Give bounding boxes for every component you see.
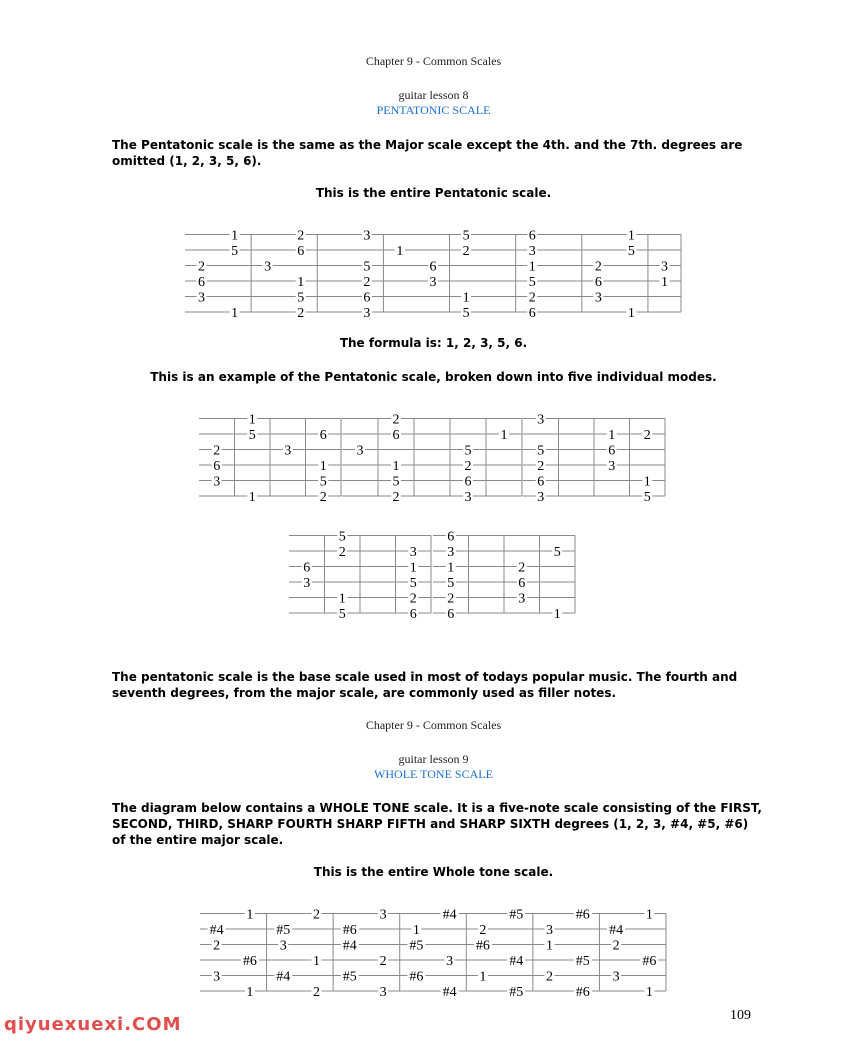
note-label: 5 bbox=[464, 443, 472, 459]
note-label: 6 bbox=[213, 459, 221, 474]
page-number: 109 bbox=[730, 1008, 751, 1023]
note-label: 1 bbox=[248, 490, 256, 505]
note-label: 1 bbox=[447, 560, 455, 576]
note-label: #4 bbox=[276, 969, 291, 985]
note-label: 3 bbox=[356, 443, 364, 459]
note-label: #5 bbox=[575, 954, 590, 969]
note-label: 2 bbox=[213, 443, 221, 459]
note-label: #4 bbox=[342, 938, 357, 954]
note-label: 5 bbox=[462, 306, 470, 321]
note-label: 2 bbox=[363, 275, 371, 290]
note-label: 3 bbox=[264, 259, 272, 275]
note-label: 1 bbox=[528, 259, 536, 275]
chapter-header: Chapter 9 - Common Scales bbox=[365, 54, 502, 68]
note-label: 5 bbox=[363, 259, 371, 275]
note-label: 1 bbox=[462, 290, 470, 306]
note-label: 1 bbox=[231, 306, 239, 321]
fretboard-mode-1 bbox=[199, 408, 341, 505]
note-label: #6 bbox=[242, 954, 257, 969]
note-label: 2 bbox=[612, 938, 620, 954]
note-label: 1 bbox=[546, 938, 553, 954]
fretboard-whole-tone-entire bbox=[200, 903, 666, 1000]
note-label: 6 bbox=[594, 275, 602, 290]
note-label: 2 bbox=[518, 560, 526, 576]
entire-scale-caption: This is the entire Pentatonic scale. bbox=[315, 186, 552, 200]
fretboard-mode-3 bbox=[523, 408, 665, 505]
note-label: 1 bbox=[412, 923, 420, 938]
note-label: 1 bbox=[645, 907, 653, 923]
section-title-link[interactable]: PENTATONIC SCALE bbox=[376, 103, 491, 117]
note-label: 6 bbox=[608, 443, 616, 459]
note-label: 1 bbox=[409, 560, 417, 576]
note-label: 3 bbox=[446, 954, 454, 969]
note-label: 6 bbox=[429, 259, 437, 275]
fretboard-mode-2 bbox=[342, 408, 522, 505]
note-label: 1 bbox=[396, 244, 404, 259]
note-label: 5 bbox=[392, 474, 400, 490]
note-label: 3 bbox=[660, 259, 668, 275]
note-label: 2 bbox=[643, 428, 651, 443]
note-label: 5 bbox=[409, 576, 417, 591]
note-label: 1 bbox=[246, 907, 254, 923]
note-label: 1 bbox=[313, 954, 320, 969]
section-title-link-2[interactable]: WHOLE TONE SCALE bbox=[374, 767, 493, 781]
note-label: 2 bbox=[528, 290, 536, 306]
note-label: #4 bbox=[442, 907, 457, 923]
formula-caption: The formula is: 1, 2, 3, 5, 6. bbox=[339, 336, 528, 350]
note-label: 3 bbox=[447, 545, 455, 560]
note-label: 6 bbox=[528, 306, 536, 321]
note-label: 3 bbox=[608, 459, 616, 474]
note-label: 3 bbox=[518, 591, 526, 607]
note-label: 3 bbox=[409, 545, 417, 560]
note-label: 6 bbox=[518, 576, 526, 591]
note-label: 5 bbox=[643, 490, 651, 505]
note-label: 1 bbox=[246, 985, 254, 1000]
note-label: 2 bbox=[313, 985, 320, 1000]
note-label: #6 bbox=[642, 954, 657, 969]
note-label: 2 bbox=[297, 228, 305, 244]
note-label: 6 bbox=[303, 560, 311, 576]
fretboard-pentatonic-entire bbox=[185, 224, 681, 321]
note-label: 3 bbox=[546, 923, 553, 938]
note-label: 1 bbox=[660, 275, 668, 290]
note-label: 3 bbox=[284, 443, 292, 459]
note-label: 6 bbox=[319, 428, 327, 443]
note-label: 2 bbox=[379, 954, 387, 969]
note-label: 6 bbox=[464, 474, 472, 490]
site-watermark: qiyuexuexi.COM bbox=[4, 1014, 182, 1035]
note-label: 3 bbox=[537, 412, 545, 428]
note-label: 2 bbox=[313, 907, 320, 923]
note-label: #4 bbox=[509, 954, 524, 969]
note-label: 2 bbox=[462, 244, 470, 259]
modes-caption: This is an example of the Pentatonic scale, broken down into five individual modes. bbox=[150, 370, 717, 384]
note-label: 3 bbox=[363, 228, 371, 244]
note-label: #5 bbox=[409, 938, 424, 954]
note-label: 1 bbox=[392, 459, 400, 474]
note-label: 5 bbox=[627, 244, 635, 259]
whole-tone-caption: This is the entire Whole tone scale. bbox=[313, 865, 554, 879]
note-label: #5 bbox=[276, 923, 291, 938]
note-label: 6 bbox=[447, 607, 455, 622]
note-label: 6 bbox=[409, 607, 417, 622]
note-label: 2 bbox=[213, 938, 221, 954]
note-label: 2 bbox=[537, 459, 545, 474]
fretboard-mode-5 bbox=[433, 525, 575, 622]
note-label: #5 bbox=[342, 969, 357, 985]
intro-paragraph: The Pentatonic scale is the same as the Major scale except the 4th. and the 7th. degrees are omitted (1, 2, 3, 5, 6). bbox=[112, 138, 743, 168]
intro-paragraph-2: The diagram below contains a WHOLE TONE scale. It is a five-note scale consisting of the FIRST, SECOND, THIRD, SHARP FOURTH SHARP FIFTH and SHARP SIXTH degrees (1, 2, 3, #4, #5, #6) of the entire major scale. bbox=[112, 801, 762, 847]
note-label: 2 bbox=[546, 969, 553, 985]
note-label: #6 bbox=[475, 938, 490, 954]
note-label: 3 bbox=[594, 290, 602, 306]
chapter-header-2: Chapter 9 - Common Scales bbox=[365, 718, 502, 732]
note-label: 5 bbox=[231, 244, 239, 259]
note-label: #5 bbox=[509, 907, 524, 923]
note-label: 3 bbox=[429, 275, 437, 290]
note-label: 3 bbox=[537, 490, 545, 505]
note-label: 2 bbox=[479, 923, 487, 938]
note-label: 1 bbox=[479, 969, 487, 985]
note-label: 5 bbox=[319, 474, 327, 490]
note-label: 5 bbox=[528, 275, 536, 290]
note-label: 2 bbox=[297, 306, 305, 321]
note-label: #6 bbox=[409, 969, 424, 985]
note-label: 6 bbox=[537, 474, 545, 490]
note-label: 5 bbox=[338, 607, 346, 622]
note-label: 1 bbox=[248, 412, 256, 428]
note-label: 2 bbox=[447, 591, 455, 607]
note-label: 3 bbox=[379, 985, 387, 1000]
note-label: 2 bbox=[464, 459, 472, 474]
note-label: 1 bbox=[297, 275, 305, 290]
note-label: 1 bbox=[500, 428, 508, 443]
note-label: 3 bbox=[213, 474, 221, 490]
fretboard-mode-4 bbox=[289, 525, 431, 622]
note-label: 2 bbox=[392, 412, 400, 428]
note-label: 1 bbox=[231, 228, 239, 244]
note-label: 1 bbox=[553, 607, 561, 622]
note-label: 3 bbox=[379, 907, 387, 923]
note-label: 6 bbox=[528, 228, 536, 244]
note-label: #6 bbox=[575, 985, 590, 1000]
note-label: 1 bbox=[319, 459, 327, 474]
note-label: 1 bbox=[338, 591, 346, 607]
note-label: #4 bbox=[209, 923, 224, 938]
note-label: #5 bbox=[509, 985, 524, 1000]
note-label: 1 bbox=[627, 228, 635, 244]
note-label: 3 bbox=[363, 306, 371, 321]
note-label: 6 bbox=[198, 275, 206, 290]
note-label: 5 bbox=[537, 443, 545, 459]
note-label: 3 bbox=[213, 969, 221, 985]
note-label: 2 bbox=[338, 545, 346, 560]
note-label: 3 bbox=[279, 938, 287, 954]
note-label: 6 bbox=[363, 290, 371, 306]
note-label: 3 bbox=[528, 244, 536, 259]
note-label: 1 bbox=[645, 985, 653, 1000]
note-label: 5 bbox=[248, 428, 256, 443]
note-label: 1 bbox=[627, 306, 635, 321]
note-label: 2 bbox=[409, 591, 417, 607]
note-label: 3 bbox=[464, 490, 472, 505]
lesson-label-2: guitar lesson 9 bbox=[398, 752, 469, 766]
note-label: 3 bbox=[303, 576, 311, 591]
note-label: 2 bbox=[392, 490, 400, 505]
note-label: 6 bbox=[447, 529, 455, 545]
note-label: 3 bbox=[198, 290, 206, 306]
note-label: 2 bbox=[594, 259, 602, 275]
note-label: 6 bbox=[297, 244, 305, 259]
outro-paragraph: The pentatonic scale is the base scale used in most of todays popular music. The fourth and seventh degrees, from the major scale, are commonly used as filler notes. bbox=[112, 670, 738, 700]
note-label: 6 bbox=[392, 428, 400, 443]
note-label: 1 bbox=[608, 428, 616, 443]
lesson-label: guitar lesson 8 bbox=[398, 88, 469, 102]
note-label: 3 bbox=[612, 969, 620, 985]
note-label: #4 bbox=[442, 985, 457, 1000]
note-label: #6 bbox=[575, 907, 590, 923]
note-label: 1 bbox=[643, 474, 651, 490]
note-label: #6 bbox=[342, 923, 357, 938]
note-label: 5 bbox=[447, 576, 455, 591]
note-label: #4 bbox=[609, 923, 624, 938]
note-label: 5 bbox=[297, 290, 305, 306]
note-label: 5 bbox=[338, 529, 346, 545]
note-label: 5 bbox=[553, 545, 561, 560]
note-label: 2 bbox=[198, 259, 206, 275]
note-label: 5 bbox=[462, 228, 470, 244]
note-label: 2 bbox=[319, 490, 327, 505]
